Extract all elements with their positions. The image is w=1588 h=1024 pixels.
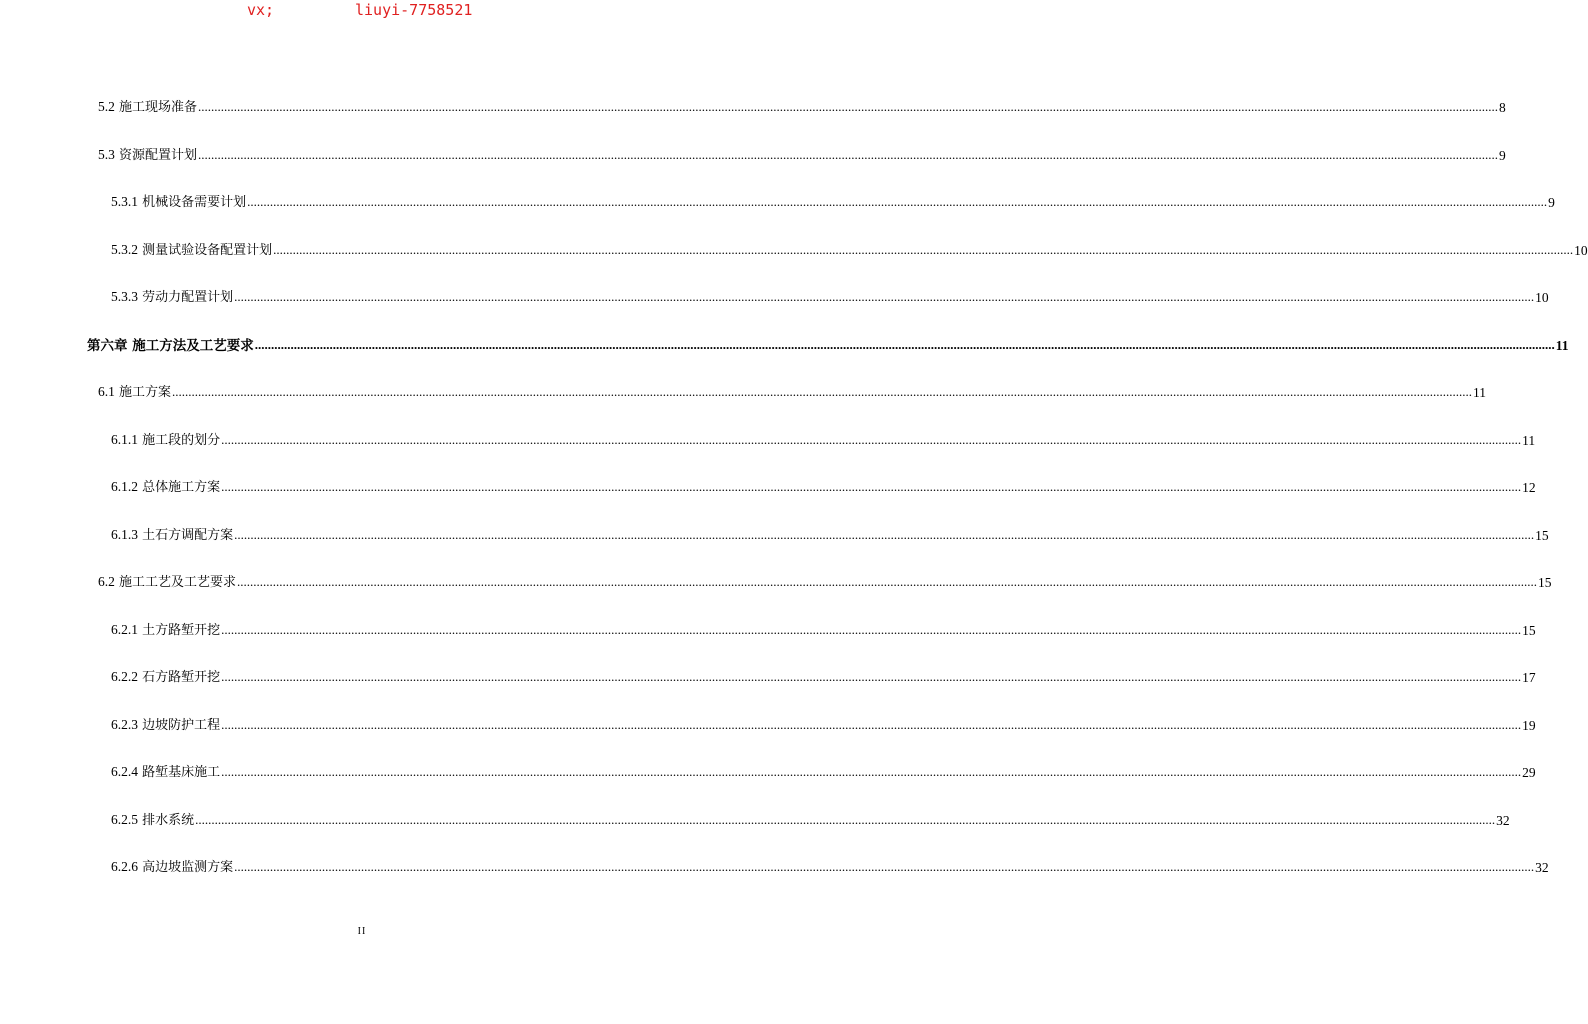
toc-entry-number: 6.2.5 [111, 811, 138, 827]
toc-entry-title [111, 715, 220, 736]
toc-dot-leader: ................................................................................................................................................................................................................................................................................................................................................................................................................ [247, 194, 1548, 209]
toc-entry-number: 6.1.2 [111, 479, 138, 494]
toc-entry-title [111, 857, 233, 878]
toc-entry-title [111, 810, 194, 831]
toc-entry-title [87, 336, 254, 356]
toc-entry-title [98, 145, 197, 166]
toc-entry-title [111, 620, 220, 641]
toc-entry-title [111, 525, 233, 546]
toc-entry-title [111, 192, 246, 213]
toc-entry-number: 5.3.1 [111, 194, 138, 209]
toc-entry-title [111, 287, 233, 308]
toc-entry[interactable] [111, 621, 1536, 641]
toc-entry[interactable] [111, 241, 1588, 261]
toc-entry-page: 12 [1522, 480, 1536, 495]
toc-entry-text: 施工工艺及工艺要求 [119, 575, 237, 590]
toc-entry[interactable] [111, 288, 1549, 308]
toc-entry[interactable] [111, 478, 1536, 498]
toc-entry-page: 32 [1535, 860, 1549, 875]
toc-entry[interactable] [111, 526, 1549, 546]
toc-entry[interactable] [98, 146, 1506, 166]
toc-entry-number: 6.1 [98, 384, 115, 399]
toc-entry[interactable] [98, 98, 1506, 118]
toc-entry-title [111, 762, 220, 783]
toc-dot-leader: ................................................................................................................................................................................................................................................................................................................................................................................................................ [221, 764, 1522, 779]
toc-entry-text: 石方路堑开挖 [142, 670, 221, 685]
toc-entry-number: 6.2.4 [111, 764, 138, 779]
toc-entry-number: 6.2 [98, 574, 115, 589]
toc-dot-leader: ................................................................................................................................................................................................................................................................................................................................................................................................................ [221, 479, 1522, 494]
toc-entry-text: 边坡防护工程 [142, 717, 221, 733]
toc-entry-page: 29 [1522, 765, 1536, 780]
toc-dot-leader: ................................................................................................................................................................................................................................................................................................................................................................................................................ [234, 859, 1535, 874]
toc-entry-title [111, 240, 272, 261]
toc-entry[interactable] [111, 668, 1536, 688]
toc-dot-leader: ................................................................................................................................................................................................................................................................................................................................................................................................................ [195, 811, 1496, 827]
toc-entry-text: 施工现场准备 [119, 100, 198, 115]
toc-entry-page: 17 [1522, 670, 1536, 685]
toc-entry-text: 劳动力配置计划 [142, 290, 234, 305]
toc-dot-leader: ................................................................................................................................................................................................................................................................................................................................................................................................................ [198, 99, 1499, 114]
toc-dot-leader: ................................................................................................................................................................................................................................................................................................................................................................................................................ [221, 716, 1522, 732]
toc-entry[interactable] [111, 431, 1536, 451]
toc-entry-page: 15 [1522, 622, 1536, 638]
toc-entry-page: 9 [1548, 195, 1555, 210]
toc-entry-page: 15 [1538, 575, 1552, 590]
toc-entry-page: 10 [1535, 290, 1549, 305]
toc-entry-text: 施工段的划分 [142, 432, 221, 448]
toc-entry-text: 施工方案 [119, 385, 172, 400]
toc-entry-title [111, 477, 220, 498]
toc-entry-number: 6.2.3 [111, 716, 138, 732]
toc-entry[interactable] [111, 858, 1549, 878]
toc-entry-text: 土方路堑开挖 [142, 622, 221, 638]
toc-entry-number: 6.1.3 [111, 526, 138, 542]
toc-entry-text: 第六章 施工方法及工艺要求 [87, 337, 254, 354]
toc-entry[interactable] [98, 573, 1552, 593]
toc-entry-page: 10 [1574, 242, 1588, 258]
toc-entry-page: 15 [1535, 527, 1549, 543]
toc-entry-text: 土石方调配方案 [142, 527, 234, 543]
toc-dot-leader: ................................................................................................................................................................................................................................................................................................................................................................................................................ [237, 574, 1538, 589]
toc-entry-page: 11 [1473, 385, 1487, 400]
toc-entry-text: 机械设备需要计划 [142, 195, 247, 210]
toc-entry-number: 6.2.6 [111, 859, 138, 874]
toc-entry-title [98, 572, 236, 593]
toc-dot-leader: ................................................................................................................................................................................................................................................................................................................................................................................................................ [273, 241, 1574, 257]
toc-dot-leader: ................................................................................................................................................................................................................................................................................................................................................................................................................ [172, 384, 1473, 399]
toc-entry-text: 高边坡监测方案 [142, 860, 234, 875]
toc-entry-text: 总体施工方案 [142, 480, 221, 495]
toc-dot-leader: ................................................................................................................................................................................................................................................................................................................................................................................................................ [234, 526, 1535, 542]
toc-entry[interactable] [111, 811, 1510, 831]
watermark-contact-id: liuyi-7758521 [355, 1, 473, 19]
toc-entry-page: 19 [1522, 717, 1536, 733]
toc-dot-leader: ................................................................................................................................................................................................................................................................................................................................................................................................................ [198, 146, 1499, 162]
toc-entry[interactable] [111, 763, 1536, 783]
toc-entry[interactable] [111, 193, 1555, 213]
toc-entry-text: 路堑基床施工 [142, 765, 221, 780]
toc-dot-leader: ................................................................................................................................................................................................................................................................................................................................................................................................................ [254, 336, 1555, 352]
toc-entry-title [98, 97, 197, 118]
toc-dot-leader: ................................................................................................................................................................................................................................................................................................................................................................................................................ [221, 431, 1522, 447]
toc-entry-page: 11 [1522, 432, 1536, 448]
toc-entry[interactable] [111, 716, 1536, 736]
watermark-contact-label: vx; [247, 1, 275, 19]
toc-entry[interactable] [87, 336, 1569, 356]
toc-entry-page: 32 [1496, 812, 1510, 828]
toc-entry-page: 8 [1499, 100, 1506, 115]
toc-dot-leader: ................................................................................................................................................................................................................................................................................................................................................................................................................ [221, 669, 1522, 684]
toc-entry-title [98, 382, 171, 403]
toc-entry-number: 5.3 [98, 146, 115, 162]
toc-entry-number: 5.2 [98, 99, 115, 114]
toc-entry-page: 9 [1499, 147, 1506, 163]
toc-entry-text: 资源配置计划 [119, 147, 198, 163]
toc-entry-title [111, 430, 220, 451]
toc-dot-leader: ................................................................................................................................................................................................................................................................................................................................................................................................................ [234, 289, 1535, 304]
page-number: II [357, 926, 367, 937]
toc-entry[interactable] [98, 383, 1487, 403]
watermark [0, 0, 724, 22]
toc-dot-leader: ................................................................................................................................................................................................................................................................................................................................................................................................................ [221, 621, 1522, 637]
toc-entry-number: 6.2.1 [111, 621, 138, 637]
toc-entry-number: 5.3.2 [111, 241, 138, 257]
toc-entry-page: 11 [1555, 337, 1569, 353]
toc-entry-number: 6.2.2 [111, 669, 138, 684]
toc-entry-number: 5.3.3 [111, 289, 138, 304]
toc-entry-text: 测量试验设备配置计划 [142, 242, 273, 258]
toc-entry-text: 排水系统 [142, 812, 195, 828]
toc-entry-title [111, 667, 220, 688]
toc-entry-number: 6.1.1 [111, 431, 138, 447]
